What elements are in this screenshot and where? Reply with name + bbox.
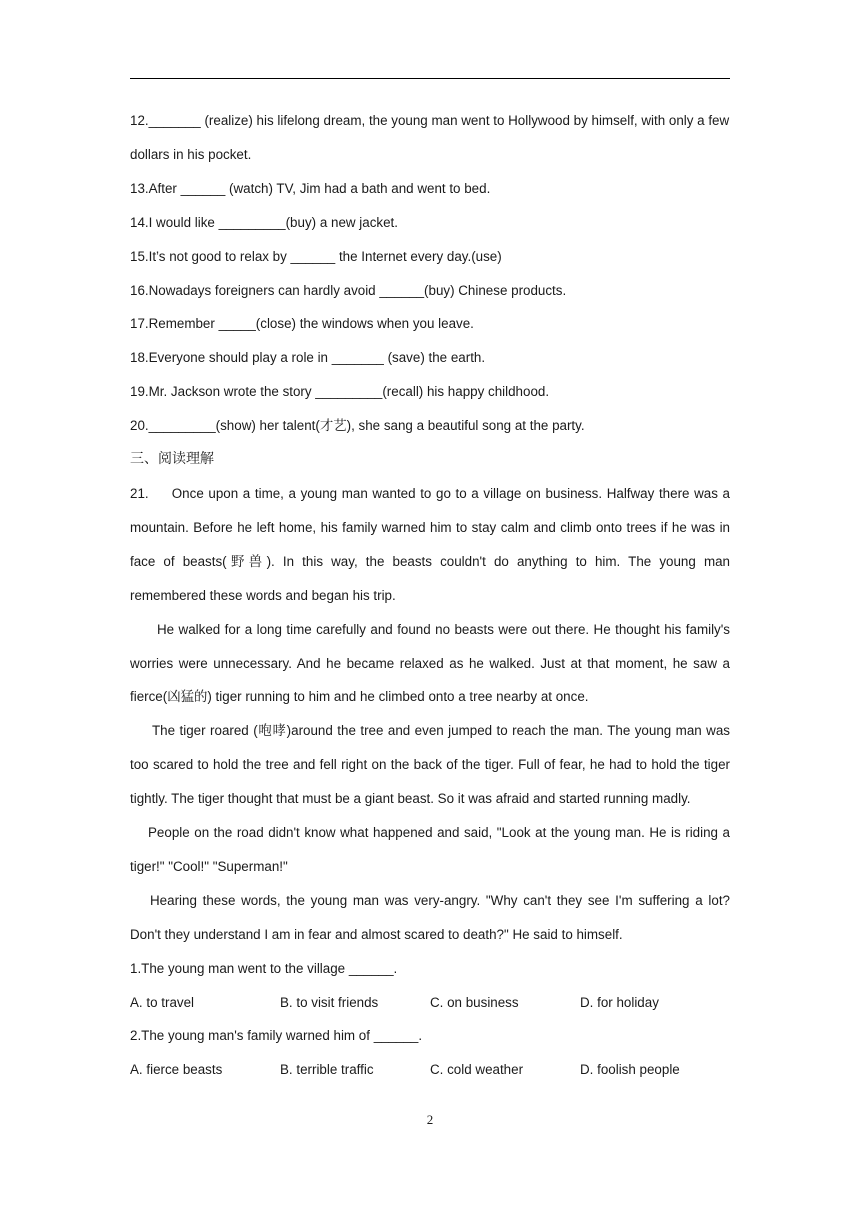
mcq-1-options [130,986,730,1020]
mcq-2-option-d: D. foolish people [580,1062,680,1078]
mcq-1-option-a: A. to travel [130,994,195,1010]
passage-paragraph-1: 21. Once upon a time, a young man wanted to go to a village on business. Halfway there was a mountain. Before he left home, his family warned him to stay calm and climb onto trees if he was in face of beasts(野兽). In this way, the beasts couldn't do anything to him. The young man remembered these words and began his trip. [130,485,734,603]
mcq-1-option-d: D. for holiday [580,994,659,1010]
mcq-1-stem: 1.The young man went to the village ______. [130,960,398,976]
question-12: 12._______ (realize) his lifelong dream, the young man went to Hollywood by himself, with only a few dollars in his pocket. [130,113,730,162]
mcq-2-options [130,1053,730,1087]
question-14: 14.I would like _________(buy) a new jacket. [130,214,398,230]
passage-paragraph-2: He walked for a long time carefully and found no beasts were out there. He thought his family's worries were unnecessary. And he became relaxed as he walked. Just at that moment, he saw a fierce(凶猛的) tiger running to him and he climbed onto a tree nearby at once. [130,621,730,705]
question-18: 18.Everyone should play a role in _______ (save) the earth. [130,350,486,366]
page-content [130,104,734,1087]
question-19: 19.Mr. Jackson wrote the story _________(recall) his happy childhood. [130,384,550,400]
mcq-2-option-c: C. cold weather [430,1062,524,1078]
mcq-2-option-a: A. fierce beasts [130,1062,223,1078]
question-16: 16.Nowadays foreigners can hardly avoid ______(buy) Chinese products. [130,282,567,298]
passage-paragraph-4: People on the road didn't know what happened and said, "Look at the young man. He is riding a tiger!" "Cool!" "Superman!" [130,825,730,874]
passage-paragraph-3: The tiger roared (咆哮)around the tree and even jumped to reach the man. The young man was too scared to hold the tree and fell right on the back of the tiger. Full of fear, he had to hold the tiger tightly. The tiger thought that must be a giant beast. So it was afraid and started running madly. [130,723,730,807]
passage-paragraph-5: Hearing these words, the young man was very-angry. "Why can't they see I'm suffering a lot? Don't they understand I am in fear and almost scared to death?" He said to himself. [130,892,730,942]
question-17: 17.Remember _____(close) the windows when you leave. [130,316,474,332]
mcq-1-option-c: C. on business [430,994,519,1010]
mcq-2-stem: 2.The young man's family warned him of ______. [130,1028,423,1044]
question-13: 13.After ______ (watch) TV, Jim had a bath and went to bed. [130,180,491,196]
question-15: 15.It’s not good to relax by ______ the Internet every day.(use) [130,248,502,264]
page-number: 2 [426,1112,434,1127]
header-rule [130,78,730,79]
mcq-1-option-b: B. to visit friends [280,994,379,1010]
question-20: 20._________(show) her talent(才艺), she sang a beautiful song at the party. [130,418,585,434]
mcq-2-option-b: B. terrible traffic [280,1062,374,1078]
section-title: 三、阅读理解 [130,451,214,468]
